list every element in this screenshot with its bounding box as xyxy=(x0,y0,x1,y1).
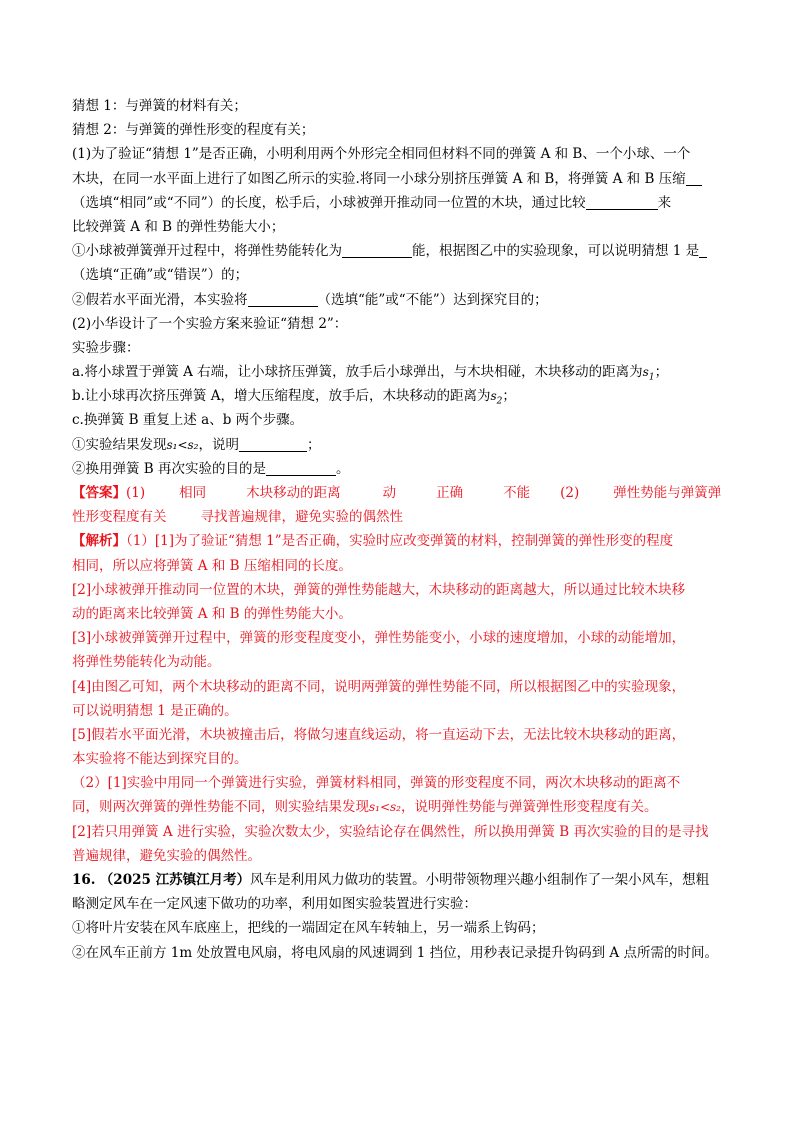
analysis-line-6: 将弹性势能转化为动能。 xyxy=(72,654,221,671)
blank-1 xyxy=(686,170,702,186)
sub-question-2: ②假若水平面光滑，本实验将 （选填“能”或“不能”）达到探究目的； xyxy=(72,291,548,308)
blank-3 xyxy=(342,242,412,258)
analysis-line-14: 普遍规律，避免实验的偶然性。 xyxy=(72,847,261,864)
analysis-line-3: [2]小球被弹开推动同一位置的木块，弹簧的弹性势能越大，木块移动的距离越大，所以通过比较木块移 xyxy=(72,581,686,598)
steps-heading: 实验步骤： xyxy=(72,339,140,356)
hypothesis-2: 猜想 2：与弹簧的弹性形变的程度有关； xyxy=(72,122,315,139)
question-part1-line3: （选填“相同”或“不同”）的长度，松手后，小球被弹开推动同一位置的木块，通过比较 来 xyxy=(72,194,672,211)
analysis-line-2: 相同，所以应将弹簧 A 和 B 压缩相同的长度。 xyxy=(72,557,352,574)
question-16-step-1: ①将叶片安装在风车底座上，把线的一端固定在风车转轴上，另一端系上钩码； xyxy=(72,920,545,937)
sub-question-4: ②换用弹簧 B 再次实验的目的是 。 xyxy=(72,460,350,477)
sub-question-1-cont: （选填“正确”或“错误”）的； xyxy=(72,267,249,284)
analysis-line-11: （2）[1]实验中用同一个弹簧进行实验，弹簧材料相同，弹簧的形变程度不同，两次木块移动的距离不 xyxy=(72,775,681,792)
blank-7 xyxy=(266,460,336,476)
analysis-line-5: [3]小球被弹簧弹开过程中，弹簧的形变程度变小，弹性势能变小，小球的速度增加，小球的动能增加， xyxy=(72,630,686,647)
analysis-line-10: 本实验将不能达到探究目的。 xyxy=(72,751,248,768)
hypothesis-1: 猜想 1：与弹簧的材料有关； xyxy=(72,98,247,114)
analysis-line-13: [2]若只用弹簧 A 进行实验，实验次数太少，实验结论存在偶然性，所以换用弹簧 B 再次实验的目的是寻找 xyxy=(72,823,709,840)
analysis-line-4: 动的距离来比较弹簧 A 和 B 的弹性势能大小。 xyxy=(72,605,352,622)
question-part2: (2)小华设计了一个实验方案来验证“猜想 2”： xyxy=(72,315,348,332)
analysis-line-1: 【解析】（1）[1]为了验证“猜想 1”是否正确，实验时应改变弹簧的材料，控制弹簧的弹性形变的程度 xyxy=(72,533,674,550)
sub-question-3: ①实验结果发现s₁<s₂，说明 ； xyxy=(72,436,321,453)
blank-5 xyxy=(248,291,318,307)
answer-line-1: 【答案】(1) 相同 木块移动的距离 动 正确 不能 (2) 弹性势能与弹簧弹 xyxy=(72,485,722,501)
analysis-line-8: 可以说明猜想 1 是正确的。 xyxy=(72,702,238,719)
sub-question-1: ①小球被弹簧弹开过程中，将弹性势能转化为 能，根据图乙中的实验现象，可以说明猜想 1 是 xyxy=(72,239,732,263)
question-part1-line1: (1)为了验证“猜想 1”是否正确，小明利用两个外形完全相同但材料不同的弹簧 A 和 B、一个小球、一个 xyxy=(72,146,691,163)
step-a: a.将小球置于弹簧 A 右端，让小球挤压弹簧，放手后小球弹出，与木块相碰，木块移动的距离为$s_1$； xyxy=(72,364,669,383)
document-page xyxy=(72,94,732,965)
question-16-step-2: ②在风车正前方 1m 处放置电风扇，将电风扇的风速调到 1 挡位，用秒表记录提升钩码到 A 点所需的时间。 xyxy=(72,944,718,961)
analysis-line-12: 同，则两次弹簧的弹性势能不同，则实验结果发现s₁<s₂，说明弹性势能与弹簧弹性形变程度有关。 xyxy=(72,799,658,816)
analysis-line-9: [5]假若水平面光滑，木块被撞击后，将做匀速直线运动，将一直运动下去，无法比较木块移动的距离， xyxy=(72,726,686,743)
answer-line-2: 性形变程度有关 寻找普遍规律，避免实验的偶然性 xyxy=(72,509,403,526)
blank-2 xyxy=(586,194,658,210)
blank-4 xyxy=(699,242,707,258)
question-16-line-2: 略测定风车在一定风速下做功的功率，利用如图实验装置进行实验： xyxy=(72,896,477,913)
step-c: c.换弹簧 B 重复上述 a、b 两个步骤。 xyxy=(72,412,304,429)
question-part1-line4: 比较弹簧 A 和 B 的弹性势能大小； xyxy=(72,218,285,235)
analysis-line-7: [4]由图乙可知，两个木块移动的距离不同，说明两弹簧的弹性势能不同，所以根据图乙中的实验现象， xyxy=(72,678,686,695)
blank-6 xyxy=(239,436,307,452)
question-part1-line2: 木块，在同一水平面上进行了如图乙所示的实验.将同一小球分别挤压弹簧 A 和 B，将弹簧 A 和 B 压缩 xyxy=(72,167,732,191)
question-16-line-1: 16. （2025 江苏镇江月考）风车是利用风力做功的装置。小明带领物理兴趣小组制作了一架小风车，想粗 xyxy=(72,872,710,888)
step-b: b.让小球再次挤压弹簧 A，增大压缩程度，放手后，木块移动的距离为$s_2$； xyxy=(72,388,516,407)
